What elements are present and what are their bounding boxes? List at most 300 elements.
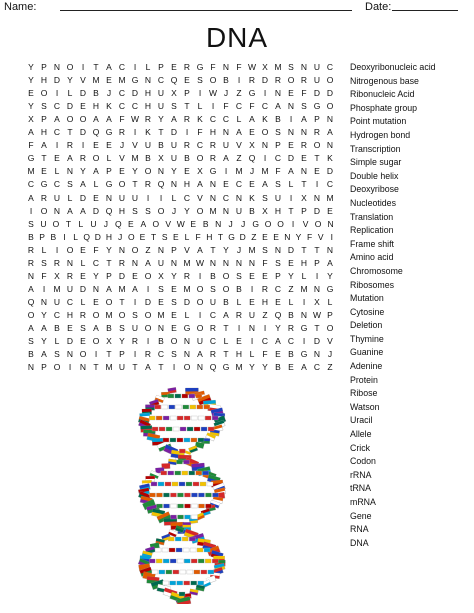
- grid-letter[interactable]: E: [171, 323, 177, 333]
- grid-letter[interactable]: S: [28, 336, 34, 347]
- grid-letter[interactable]: R: [209, 140, 217, 151]
- grid-letter[interactable]: Z: [251, 231, 257, 242]
- grid-letter[interactable]: E: [93, 192, 99, 203]
- grid-letter[interactable]: C: [261, 336, 269, 347]
- grid-letter[interactable]: F: [28, 140, 34, 151]
- grid-letter[interactable]: S: [41, 257, 47, 268]
- grid-letter[interactable]: Y: [158, 114, 164, 125]
- grid-letter[interactable]: S: [132, 309, 138, 320]
- grid-letter[interactable]: R: [300, 140, 308, 151]
- grid-letter[interactable]: F: [262, 349, 268, 360]
- grid-letter[interactable]: K: [197, 114, 203, 125]
- grid-letter[interactable]: Y: [28, 101, 34, 112]
- grid-letter[interactable]: O: [66, 114, 74, 125]
- grid-letter[interactable]: O: [326, 75, 334, 86]
- grid-letter[interactable]: M: [118, 75, 126, 86]
- grid-letter[interactable]: J: [106, 88, 112, 99]
- grid-letter[interactable]: J: [119, 140, 125, 151]
- grid-letter[interactable]: N: [196, 362, 204, 373]
- grid-letter[interactable]: S: [210, 283, 216, 294]
- grid-letter[interactable]: F: [262, 257, 268, 268]
- grid-letter[interactable]: Y: [41, 309, 47, 320]
- grid-letter[interactable]: X: [171, 88, 177, 99]
- grid-letter[interactable]: U: [274, 192, 282, 203]
- grid-letter[interactable]: E: [106, 140, 112, 151]
- grid-letter[interactable]: N: [183, 349, 191, 360]
- grid-letter[interactable]: W: [176, 218, 185, 229]
- grid-letter[interactable]: N: [209, 179, 217, 190]
- grid-letter[interactable]: D: [183, 296, 191, 307]
- grid-letter[interactable]: S: [67, 179, 73, 190]
- grid-letter[interactable]: F: [236, 62, 242, 72]
- grid-letter[interactable]: O: [118, 179, 126, 190]
- grid-letter[interactable]: Q: [157, 179, 165, 190]
- grid-letter[interactable]: A: [106, 283, 112, 294]
- grid-letter[interactable]: E: [288, 257, 294, 268]
- grid-letter[interactable]: I: [289, 192, 293, 203]
- grid-letter[interactable]: T: [158, 127, 164, 138]
- grid-letter[interactable]: M: [157, 309, 165, 320]
- grid-letter[interactable]: E: [223, 179, 229, 190]
- grid-letter[interactable]: P: [158, 62, 164, 72]
- grid-letter[interactable]: I: [302, 296, 306, 307]
- grid-letter[interactable]: P: [275, 140, 281, 151]
- grid-letter[interactable]: H: [66, 309, 74, 320]
- grid-letter[interactable]: I: [330, 231, 334, 242]
- grid-letter[interactable]: M: [235, 166, 243, 177]
- grid-letter[interactable]: O: [144, 309, 152, 320]
- grid-letter[interactable]: I: [263, 323, 267, 333]
- grid-letter[interactable]: E: [158, 296, 164, 307]
- grid-letter[interactable]: U: [118, 362, 126, 373]
- grid-letter[interactable]: N: [131, 257, 139, 268]
- grid-letter[interactable]: U: [209, 296, 217, 307]
- grid-letter[interactable]: I: [263, 88, 267, 99]
- grid-letter[interactable]: A: [28, 127, 34, 138]
- grid-letter[interactable]: O: [131, 244, 139, 255]
- grid-letter[interactable]: U: [222, 140, 230, 151]
- grid-letter[interactable]: N: [313, 349, 321, 360]
- grid-letter[interactable]: Y: [171, 270, 177, 281]
- grid-letter[interactable]: H: [206, 231, 213, 242]
- grid-letter[interactable]: E: [171, 283, 177, 294]
- grid-letter[interactable]: I: [63, 231, 66, 242]
- grid-letter[interactable]: T: [223, 323, 229, 333]
- grid-letter[interactable]: N: [27, 270, 35, 281]
- grid-letter[interactable]: R: [300, 75, 308, 86]
- grid-letter[interactable]: T: [93, 62, 99, 72]
- grid-letter[interactable]: N: [300, 309, 308, 320]
- grid-letter[interactable]: I: [159, 192, 163, 203]
- grid-letter[interactable]: X: [54, 270, 60, 281]
- grid-letter[interactable]: O: [170, 336, 178, 347]
- grid-letter[interactable]: X: [262, 62, 268, 72]
- grid-letter[interactable]: C: [118, 88, 126, 99]
- grid-letter[interactable]: O: [196, 153, 204, 164]
- grid-letter[interactable]: Y: [119, 336, 125, 347]
- grid-letter[interactable]: D: [53, 75, 61, 86]
- grid-letter[interactable]: H: [118, 205, 126, 216]
- grid-letter[interactable]: V: [317, 231, 324, 242]
- grid-letter[interactable]: U: [144, 140, 152, 151]
- grid-letter[interactable]: T: [210, 244, 216, 255]
- grid-letter[interactable]: I: [81, 140, 85, 151]
- grid-letter[interactable]: H: [183, 179, 191, 190]
- grid-letter[interactable]: L: [80, 296, 86, 307]
- grid-letter[interactable]: O: [152, 218, 160, 229]
- grid-letter[interactable]: A: [223, 309, 229, 320]
- grid-letter[interactable]: I: [68, 362, 72, 373]
- grid-letter[interactable]: B: [184, 153, 190, 164]
- grid-letter[interactable]: U: [157, 101, 165, 112]
- grid-letter[interactable]: F: [301, 88, 307, 99]
- grid-letter[interactable]: N: [53, 205, 61, 216]
- grid-letter[interactable]: E: [28, 88, 34, 99]
- grid-letter[interactable]: Y: [327, 270, 333, 281]
- grid-letter[interactable]: N: [248, 257, 256, 268]
- grid-letter[interactable]: C: [157, 349, 165, 360]
- grid-letter[interactable]: I: [263, 153, 267, 164]
- grid-letter[interactable]: T: [65, 218, 72, 229]
- grid-letter[interactable]: H: [300, 257, 308, 268]
- grid-letter[interactable]: O: [127, 231, 135, 242]
- grid-letter[interactable]: N: [300, 127, 308, 138]
- grid-letter[interactable]: I: [211, 101, 215, 112]
- grid-letter[interactable]: R: [27, 244, 35, 255]
- grid-letter[interactable]: N: [222, 62, 230, 72]
- grid-letter[interactable]: D: [79, 283, 87, 294]
- grid-letter[interactable]: N: [40, 296, 48, 307]
- grid-letter[interactable]: A: [41, 349, 47, 360]
- grid-letter[interactable]: S: [158, 283, 164, 294]
- grid-letter[interactable]: O: [264, 218, 272, 229]
- grid-letter[interactable]: A: [301, 362, 307, 373]
- grid-letter[interactable]: S: [301, 101, 307, 112]
- grid-letter[interactable]: R: [27, 257, 35, 268]
- grid-letter[interactable]: I: [237, 323, 241, 333]
- grid-letter[interactable]: P: [301, 205, 307, 216]
- grid-letter[interactable]: N: [287, 101, 295, 112]
- grid-letter[interactable]: B: [158, 336, 164, 347]
- grid-letter[interactable]: M: [209, 205, 217, 216]
- grid-letter[interactable]: E: [173, 231, 179, 242]
- grid-letter[interactable]: Q: [27, 296, 35, 307]
- grid-letter[interactable]: A: [301, 114, 307, 125]
- grid-letter[interactable]: Q: [83, 231, 91, 242]
- grid-letter[interactable]: E: [184, 166, 190, 177]
- grid-letter[interactable]: S: [262, 192, 268, 203]
- grid-letter[interactable]: R: [261, 283, 269, 294]
- grid-letter[interactable]: N: [27, 362, 35, 373]
- grid-letter[interactable]: A: [275, 336, 281, 347]
- grid-letter[interactable]: R: [79, 153, 87, 164]
- grid-letter[interactable]: D: [94, 231, 101, 242]
- grid-letter[interactable]: C: [27, 179, 35, 190]
- grid-letter[interactable]: E: [80, 101, 86, 112]
- grid-letter[interactable]: X: [262, 205, 268, 216]
- grid-letter[interactable]: B: [275, 362, 281, 373]
- grid-letter[interactable]: S: [161, 231, 168, 242]
- grid-letter[interactable]: D: [326, 166, 334, 177]
- grid-letter[interactable]: M: [300, 283, 308, 294]
- grid-letter[interactable]: Y: [288, 270, 294, 281]
- grid-letter[interactable]: S: [275, 179, 281, 190]
- grid-letter[interactable]: O: [287, 75, 295, 86]
- grid-letter[interactable]: T: [314, 323, 320, 333]
- grid-letter[interactable]: Y: [223, 244, 229, 255]
- grid-letter[interactable]: B: [288, 309, 294, 320]
- grid-letter[interactable]: H: [40, 75, 48, 86]
- grid-letter[interactable]: N: [300, 166, 308, 177]
- grid-letter[interactable]: D: [313, 336, 321, 347]
- grid-letter[interactable]: G: [105, 179, 113, 190]
- grid-letter[interactable]: E: [275, 349, 281, 360]
- grid-letter[interactable]: I: [94, 349, 98, 360]
- grid-letter[interactable]: N: [300, 62, 308, 72]
- grid-letter[interactable]: N: [284, 231, 291, 242]
- grid-letter[interactable]: R: [53, 257, 61, 268]
- grid-letter[interactable]: L: [236, 114, 242, 125]
- grid-letter[interactable]: E: [80, 270, 86, 281]
- grid-letter[interactable]: V: [132, 140, 138, 151]
- grid-letter[interactable]: C: [209, 309, 217, 320]
- grid-letter[interactable]: I: [172, 362, 176, 373]
- grid-letter[interactable]: I: [198, 270, 202, 281]
- grid-letter[interactable]: N: [235, 257, 243, 268]
- grid-letter[interactable]: L: [73, 231, 78, 242]
- grid-letter[interactable]: M: [92, 75, 100, 86]
- grid-letter[interactable]: I: [237, 75, 241, 86]
- grid-letter[interactable]: D: [287, 153, 295, 164]
- grid-letter[interactable]: W: [312, 309, 322, 320]
- grid-letter[interactable]: Y: [67, 75, 73, 86]
- grid-letter[interactable]: A: [197, 244, 203, 255]
- grid-letter[interactable]: U: [66, 283, 74, 294]
- grid-letter[interactable]: N: [261, 140, 269, 151]
- grid-letter[interactable]: N: [287, 127, 295, 138]
- grid-letter[interactable]: N: [157, 166, 165, 177]
- grid-letter[interactable]: O: [261, 127, 269, 138]
- grid-letter[interactable]: O: [157, 205, 165, 216]
- grid-letter[interactable]: T: [158, 362, 164, 373]
- grid-letter[interactable]: L: [41, 244, 47, 255]
- grid-letter[interactable]: C: [53, 179, 61, 190]
- grid-letter[interactable]: H: [261, 296, 269, 307]
- grid-letter[interactable]: Q: [115, 218, 122, 229]
- grid-letter[interactable]: S: [236, 270, 242, 281]
- grid-letter[interactable]: R: [183, 140, 191, 151]
- grid-letter[interactable]: Y: [262, 362, 268, 373]
- grid-letter[interactable]: N: [248, 323, 256, 333]
- grid-letter[interactable]: E: [249, 127, 255, 138]
- grid-letter[interactable]: X: [197, 166, 203, 177]
- grid-letter[interactable]: I: [55, 244, 59, 255]
- grid-letter[interactable]: J: [103, 218, 108, 229]
- grid-letter[interactable]: E: [273, 231, 279, 242]
- grid-letter[interactable]: E: [119, 166, 125, 177]
- grid-letter[interactable]: P: [41, 62, 47, 72]
- grid-letter[interactable]: G: [40, 179, 48, 190]
- grid-letter[interactable]: B: [202, 218, 209, 229]
- grid-letter[interactable]: R: [183, 114, 191, 125]
- grid-letter[interactable]: R: [118, 127, 126, 138]
- grid-letter[interactable]: G: [248, 88, 256, 99]
- grid-letter[interactable]: D: [313, 205, 321, 216]
- grid-letter[interactable]: E: [249, 179, 255, 190]
- grid-letter[interactable]: O: [196, 323, 204, 333]
- grid-letter[interactable]: Q: [209, 362, 217, 373]
- grid-letter[interactable]: N: [222, 205, 230, 216]
- grid-letter[interactable]: E: [106, 75, 112, 86]
- grid-letter[interactable]: T: [93, 362, 99, 373]
- grid-letter[interactable]: E: [80, 336, 86, 347]
- grid-letter[interactable]: Y: [28, 75, 34, 86]
- grid-letter[interactable]: T: [132, 362, 138, 373]
- grid-letter[interactable]: C: [261, 101, 269, 112]
- grid-letter[interactable]: K: [145, 127, 151, 138]
- grid-letter[interactable]: I: [185, 127, 189, 138]
- grid-letter[interactable]: J: [236, 244, 242, 255]
- grid-letter[interactable]: I: [315, 270, 319, 281]
- grid-letter[interactable]: G: [105, 127, 113, 138]
- grid-letter[interactable]: O: [40, 88, 48, 99]
- grid-letter[interactable]: K: [249, 192, 255, 203]
- grid-letter[interactable]: O: [79, 114, 87, 125]
- grid-letter[interactable]: M: [105, 309, 113, 320]
- grid-letter[interactable]: Y: [132, 166, 138, 177]
- grid-letter[interactable]: D: [118, 270, 126, 281]
- grid-letter[interactable]: B: [249, 205, 255, 216]
- grid-letter[interactable]: O: [92, 336, 100, 347]
- grid-letter[interactable]: C: [209, 114, 217, 125]
- grid-letter[interactable]: D: [313, 88, 321, 99]
- grid-letter[interactable]: N: [79, 362, 87, 373]
- grid-letter[interactable]: E: [262, 270, 268, 281]
- grid-letter[interactable]: A: [106, 114, 112, 125]
- grid-letter[interactable]: O: [183, 362, 191, 373]
- grid-letter[interactable]: E: [171, 62, 177, 72]
- grid-letter[interactable]: I: [198, 309, 202, 320]
- grid-letter[interactable]: I: [302, 336, 306, 347]
- grid-letter[interactable]: L: [54, 336, 60, 347]
- grid-letter[interactable]: D: [79, 127, 87, 138]
- grid-letter[interactable]: P: [314, 114, 320, 125]
- grid-letter[interactable]: E: [249, 296, 255, 307]
- grid-letter[interactable]: I: [146, 283, 150, 294]
- grid-letter[interactable]: L: [327, 296, 333, 307]
- grid-letter[interactable]: B: [28, 231, 34, 242]
- grid-letter[interactable]: D: [79, 192, 87, 203]
- grid-letter[interactable]: V: [327, 336, 333, 347]
- grid-letter[interactable]: U: [196, 336, 204, 347]
- grid-letter[interactable]: A: [41, 323, 47, 333]
- name-blank-line[interactable]: [60, 10, 352, 11]
- grid-letter[interactable]: I: [146, 336, 150, 347]
- grid-letter[interactable]: E: [171, 309, 177, 320]
- grid-letter[interactable]: W: [208, 88, 218, 99]
- grid-letter[interactable]: J: [327, 349, 333, 360]
- grid-letter[interactable]: T: [119, 296, 125, 307]
- grid-letter[interactable]: N: [326, 114, 334, 125]
- grid-letter[interactable]: Q: [274, 309, 282, 320]
- grid-letter[interactable]: T: [150, 231, 157, 242]
- grid-letter[interactable]: N: [222, 257, 230, 268]
- grid-letter[interactable]: B: [223, 75, 229, 86]
- grid-letter[interactable]: R: [144, 349, 152, 360]
- grid-letter[interactable]: A: [41, 140, 47, 151]
- grid-letter[interactable]: A: [93, 166, 99, 177]
- grid-letter[interactable]: C: [66, 296, 74, 307]
- grid-letter[interactable]: E: [67, 323, 73, 333]
- grid-letter[interactable]: A: [145, 257, 151, 268]
- grid-letter[interactable]: G: [131, 75, 139, 86]
- grid-letter[interactable]: T: [106, 257, 112, 268]
- grid-letter[interactable]: L: [197, 101, 203, 112]
- grid-letter[interactable]: E: [41, 166, 47, 177]
- grid-letter[interactable]: A: [236, 127, 242, 138]
- grid-letter[interactable]: L: [288, 296, 294, 307]
- grid-letter[interactable]: L: [301, 270, 307, 281]
- grid-letter[interactable]: K: [327, 153, 333, 164]
- grid-letter[interactable]: B: [106, 323, 112, 333]
- grid-letter[interactable]: O: [277, 218, 284, 229]
- grid-letter[interactable]: C: [222, 192, 230, 203]
- grid-letter[interactable]: D: [239, 231, 246, 242]
- grid-letter[interactable]: S: [41, 101, 47, 112]
- grid-letter[interactable]: O: [314, 218, 322, 229]
- grid-letter[interactable]: N: [183, 336, 191, 347]
- grid-letter[interactable]: V: [302, 218, 309, 229]
- grid-letter[interactable]: V: [197, 192, 203, 203]
- grid-letter[interactable]: O: [222, 283, 230, 294]
- grid-letter[interactable]: S: [275, 257, 281, 268]
- grid-letter[interactable]: U: [313, 62, 321, 72]
- grid-letter[interactable]: M: [261, 166, 269, 177]
- grid-letter[interactable]: C: [235, 179, 243, 190]
- grid-letter[interactable]: O: [144, 166, 152, 177]
- grid-letter[interactable]: F: [223, 101, 229, 112]
- grid-letter[interactable]: A: [106, 62, 112, 72]
- grid-letter[interactable]: N: [144, 75, 152, 86]
- grid-letter[interactable]: H: [274, 205, 282, 216]
- grid-letter[interactable]: O: [326, 101, 334, 112]
- grid-letter[interactable]: L: [78, 218, 84, 229]
- grid-letter[interactable]: F: [275, 166, 281, 177]
- grid-letter[interactable]: S: [197, 75, 203, 86]
- grid-letter[interactable]: X: [158, 270, 164, 281]
- grid-letter[interactable]: L: [249, 349, 255, 360]
- grid-letter[interactable]: A: [93, 114, 99, 125]
- grid-letter[interactable]: S: [145, 205, 151, 216]
- grid-letter[interactable]: E: [301, 153, 307, 164]
- grid-letter[interactable]: Y: [171, 166, 177, 177]
- grid-letter[interactable]: Y: [41, 336, 47, 347]
- grid-letter[interactable]: C: [118, 62, 126, 72]
- grid-letter[interactable]: J: [171, 205, 177, 216]
- grid-letter[interactable]: Y: [295, 231, 302, 242]
- grid-letter[interactable]: O: [66, 244, 74, 255]
- grid-letter[interactable]: P: [41, 362, 47, 373]
- grid-letter[interactable]: I: [198, 88, 202, 99]
- grid-letter[interactable]: E: [236, 336, 242, 347]
- grid-letter[interactable]: I: [224, 166, 228, 177]
- grid-letter[interactable]: C: [326, 179, 334, 190]
- grid-letter[interactable]: W: [195, 257, 205, 268]
- grid-letter[interactable]: C: [157, 75, 165, 86]
- grid-letter[interactable]: Q: [105, 205, 113, 216]
- grid-letter[interactable]: F: [197, 127, 203, 138]
- grid-letter[interactable]: K: [262, 114, 268, 125]
